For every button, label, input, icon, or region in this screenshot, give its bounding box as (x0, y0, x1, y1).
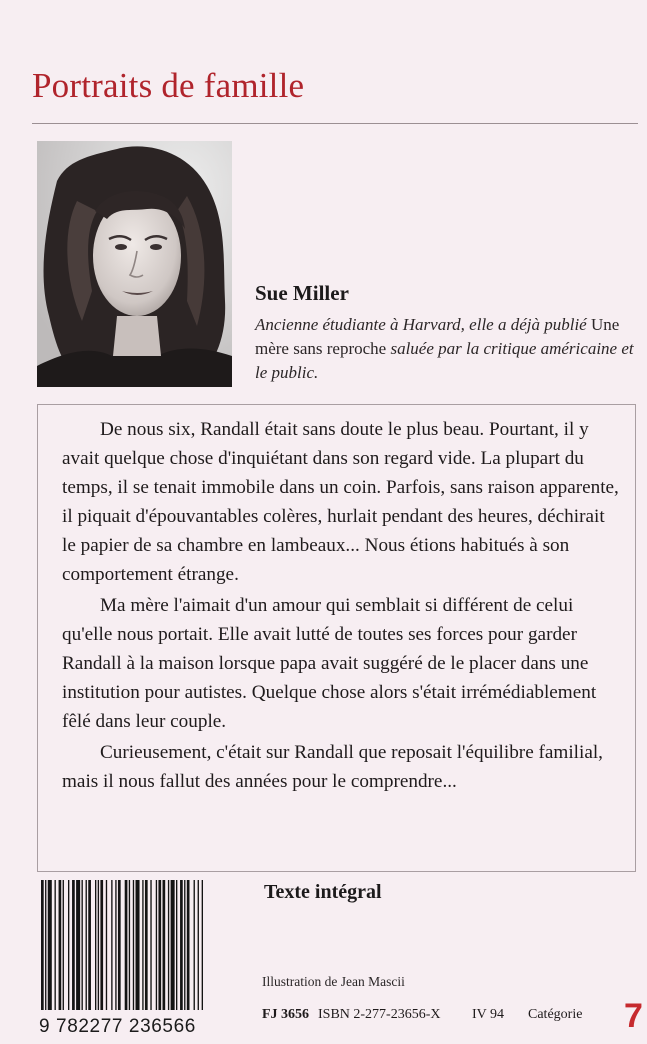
author-bio (255, 313, 645, 385)
category-number: 7 (624, 997, 643, 1035)
author-bio-book-title: Une mère sans reproche (255, 315, 620, 358)
author-photo (37, 141, 232, 387)
isbn: ISBN 2-277-23656-X (318, 1007, 441, 1022)
category-label: Catégorie (528, 1007, 583, 1022)
book-title: Portraits de famille (32, 66, 305, 105)
author-name: Sue Miller (255, 281, 349, 305)
barcode-bars (37, 880, 249, 1014)
blurb-paragraph: De nous six, Randall était sans doute le plus beau. Pourtant, il y avait quelque chose d'inquiétant dans son regard vide. La plupart du temps, il se tenait immobile dans un coin. Parfois, sans raison apparente, il piquait d'épouvantables colères, hurlait pendant des heures, déchirait le papier de sa chambre en lambeaux... Nous étions habitués à son comportement étrange. (62, 419, 619, 585)
barcode-digits: 9 782277 236566 (39, 1016, 196, 1037)
print-date: IV 94 (472, 1007, 505, 1022)
back-cover-blurb (37, 404, 636, 872)
illustration-credit: Illustration de Jean Mascii (262, 974, 405, 989)
title-divider (32, 123, 638, 124)
blurb-paragraph: Curieusement, c'était sur Randall que reposait l'équilibre familial, mais il nous fallut des années pour le comprendre... (62, 742, 603, 792)
edition-footer (262, 997, 647, 1035)
catalog-code: FJ 3656 (262, 1007, 310, 1022)
edition-label: Texte intégral (264, 881, 382, 903)
author-bio-tail: saluée par la critique américaine et le public. (255, 339, 634, 382)
blurb-paragraph: Ma mère l'aimait d'un amour qui semblait si différent de celui qu'elle nous portait. Elle avait lutté de toutes ses forces pour garder Randall à la maison lorsque papa avait suggéré de le placer dans une institution pour autistes. Quelque chose alors s'était irrémédiablement fêlé dans leur couple. (62, 595, 597, 732)
ean-barcode (37, 880, 249, 1037)
author-bio-lead: Ancienne étudiante à Harvard, elle a déjà publié (255, 315, 587, 334)
